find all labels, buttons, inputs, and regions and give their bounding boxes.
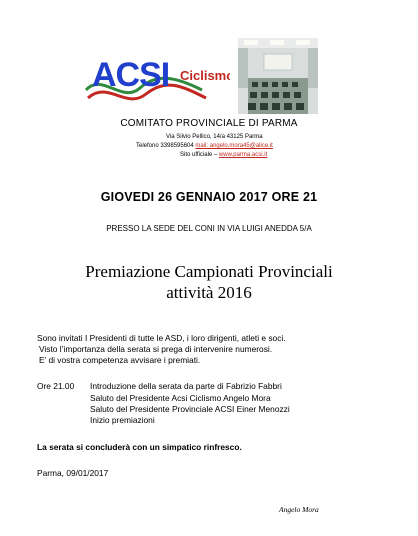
program-time: Ore 21.00: [37, 381, 75, 391]
document-date: Parma, 09/01/2017: [37, 468, 109, 478]
event-headline: GIOVEDI 26 GENNAIO 2017 ORE 21: [100, 190, 318, 204]
website-link[interactable]: www.parma.acsi.it: [218, 152, 268, 158]
website-line: [180, 151, 267, 160]
event-venue: PRESSO LA SEDE DEL CONI IN VIA LUIGI ANEDDA 5/A: [106, 224, 312, 233]
email-link[interactable]: mail: angelo.mora45@alice.it: [195, 143, 273, 149]
committee-name: COMITATO PROVINCIALE DI PARMA: [120, 118, 298, 129]
program-item: Inizio premiazioni: [90, 415, 155, 425]
acsi-ciclismo-logo: [82, 50, 230, 112]
phone-label: Telefono 3398595604: [136, 143, 196, 149]
invite-paragraph-2: Visto l’importanza della serata si prega di intervenire numerosi.: [39, 344, 273, 354]
meeting-room-photo: [238, 38, 318, 114]
svg-text:Ciclismo: Ciclismo: [180, 68, 230, 83]
event-title-line2: attività 2016: [166, 283, 252, 302]
signature: Angelo Mora: [279, 505, 319, 514]
program-item: Saluto del Presidente Acsi Ciclismo Angelo Mora: [90, 393, 271, 403]
closing-note: La serata si concluderà con un simpatico rinfresco.: [37, 442, 242, 452]
program-item: Introduzione della serata da parte di Fabrizio Fabbri: [90, 381, 282, 391]
event-title-line1: Premiazione Campionati Provinciali: [85, 262, 333, 281]
svg-text:ACSI: ACSI: [92, 56, 170, 94]
contact-line: [136, 142, 273, 151]
address-line: Via Silvio Pellico, 14/a 43125 Parma: [166, 134, 263, 140]
program-item: Saluto del Presidente Provinciale ACSI Einer Menozzi: [90, 404, 290, 414]
website-label: Sito ufficiale –: [180, 152, 219, 158]
invite-paragraph-1: Sono invitati I Presidenti di tutte le ASD, i loro dirigenti, atleti e soci.: [37, 333, 286, 343]
invite-paragraph-3: E’ di vostra competenza avvisare i premiati.: [39, 355, 201, 365]
